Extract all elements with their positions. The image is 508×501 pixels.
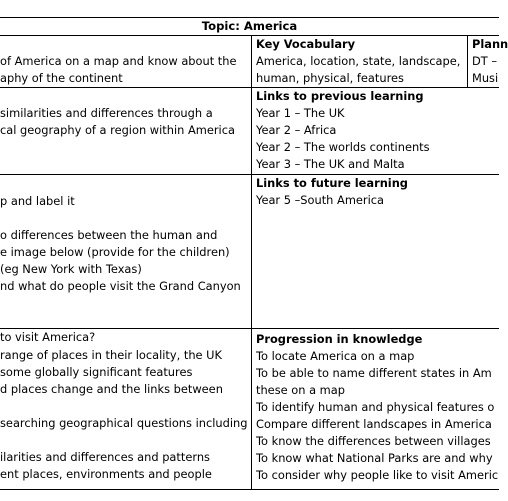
previous-learning-cell <box>256 88 499 173</box>
activity-line-5: (eg New York with Texas) <box>0 262 142 276</box>
objective-1 <box>0 53 250 87</box>
skills-line-3: some globally significant features <box>0 365 193 379</box>
skills-line-6: searching geographical questions including <box>0 416 248 430</box>
key-vocabulary-line-2: human, physical, features <box>256 71 404 85</box>
skills <box>0 330 250 483</box>
skills-line-5 <box>0 398 250 415</box>
skills-line-9: ent places, environments and people <box>0 467 212 481</box>
progression-line-4: To identify human and physical features o <box>256 400 495 414</box>
objective-2-line-2: cal geography of a region within America <box>0 123 235 137</box>
border-col-right <box>467 35 468 88</box>
activities <box>0 193 250 346</box>
progression-line-7: To know what National Parks are and why <box>256 451 493 465</box>
progression-cell <box>256 331 499 484</box>
previous-learning-line-3: Year 2 – The worlds continents <box>256 140 430 154</box>
skills-line-1 <box>0 330 250 347</box>
future-learning-heading: Links to future learning <box>256 176 408 190</box>
progression-line-3: these on a map <box>256 383 345 397</box>
planning-heading: Plann <box>472 37 508 51</box>
objective-1-line-2: aphy of the continent <box>0 71 123 85</box>
future-learning-line-1: Year 5 –South America <box>256 193 385 207</box>
border-bottom <box>0 489 499 490</box>
activity-line-3: o differences between the human and <box>0 228 218 242</box>
objective-1-line-1: of America on a map and know about the <box>0 54 237 68</box>
progression-line-1: To locate America on a map <box>256 349 415 363</box>
topic-title: Topic: America <box>201 19 298 33</box>
planning-cell <box>472 36 508 87</box>
progression-line-8: To consider why people like to visit Americ <box>256 468 499 482</box>
skills-line-2: range of places in their locality, the UK <box>0 348 222 362</box>
key-vocabulary-line-1: America, location, state, landscape, <box>256 54 461 68</box>
future-learning-cell <box>256 175 499 209</box>
progression-heading: Progression in knowledge <box>256 332 423 346</box>
activity-line-9: to visit America? <box>0 330 96 344</box>
key-vocabulary-heading: Key Vocabulary <box>256 37 356 51</box>
planning-line-2: Musi <box>472 71 499 85</box>
activity-line-8 <box>0 312 250 329</box>
previous-learning-line-1: Year 1 – The UK <box>256 106 345 120</box>
activity-line-2 <box>0 210 250 227</box>
activity-line-4: e image below (provide for the children) <box>0 245 230 259</box>
objective-2 <box>0 105 250 139</box>
previous-learning-line-4: Year 3 – The UK and Malta <box>256 157 405 171</box>
planning-line-1: DT – <box>472 54 498 68</box>
activity-line-1: p and label it <box>0 194 75 208</box>
skills-line-8: ilarities and differences and patterns <box>0 450 210 464</box>
previous-learning-heading: Links to previous learning <box>256 89 424 103</box>
progression-line-5: Compare different landscapes in America <box>256 417 492 431</box>
previous-learning-line-2: Year 2 – Africa <box>256 123 337 137</box>
key-vocabulary-cell <box>256 36 466 87</box>
progression-line-6: To know the differences between villages <box>256 434 491 448</box>
activity-line-7 <box>0 295 250 312</box>
skills-line-4: d places change and the links between <box>0 382 223 396</box>
activity-line-6: nd what do people visit the Grand Canyon <box>0 279 241 293</box>
objective-2-line-1: similarities and differences through a <box>0 106 213 120</box>
progression-line-2: To be able to name different states in Am <box>256 366 492 380</box>
border-col-mid <box>251 35 252 490</box>
skills-line-7 <box>0 432 250 449</box>
